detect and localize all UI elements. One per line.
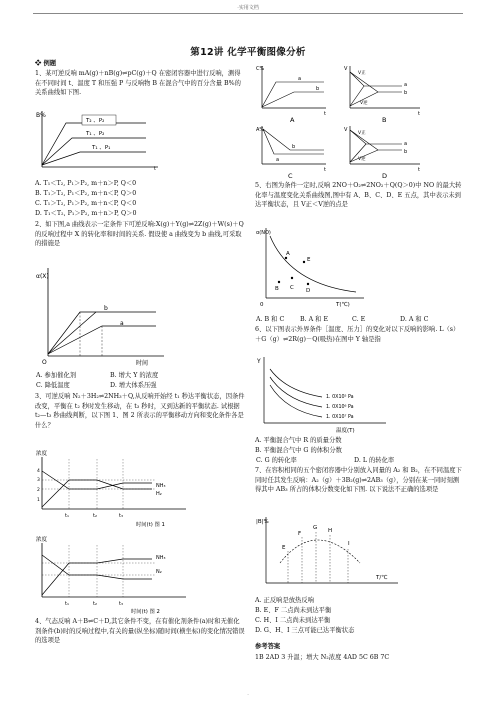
q2-curve-label-b: b [104, 305, 108, 312]
q3-fig1-tick-3: 3 [37, 478, 40, 483]
q3-fig1-xtick-1: t₁ [65, 513, 69, 519]
q5-curve [270, 236, 356, 292]
q4-b-curve-a: a [404, 82, 408, 88]
q5-point-d: D [306, 288, 311, 294]
q3-fig1-xtick-3: t₃ [119, 513, 123, 519]
page-header: ·实用文档 [237, 5, 259, 11]
q6-figure [256, 353, 396, 435]
q3-fig2-xtick-1: t₁ [65, 601, 69, 607]
q3-fig1-ylabel: 浓度 [36, 451, 48, 457]
q2-figure [36, 264, 168, 368]
q7-point-e: E [282, 545, 286, 551]
q3-fig2-xtick-2: t₂ [93, 601, 97, 607]
q6-option-a: A. 平衡混合气中 R 的质量分数 [255, 437, 342, 444]
q5-option-b: B. A 和 E [300, 316, 329, 323]
q6-option-d: D. L 的转化率 [354, 457, 395, 464]
q5-option-a: A. B 和 C [256, 316, 285, 323]
q3-fig1-series-h2: H₂ [156, 491, 162, 497]
example-heading: ❖ 例题 [35, 60, 57, 67]
q3-figure-1 [36, 447, 196, 535]
q1-curve-label-2: T₁ 、P₂ [86, 131, 105, 137]
q5-point-b: B [275, 286, 279, 292]
q4-b-label: B [382, 116, 387, 124]
q1-xlabel: t [154, 166, 156, 171]
q5-point-e: E [307, 257, 311, 263]
q6-ylabel: Y [257, 358, 261, 365]
q2-origin: O [42, 359, 47, 366]
q1-option-a: A. T₁＜T₂, P₁＞P₂, m＋n＞P, Q＜0 [35, 180, 137, 187]
q4-c-xlabel: t [324, 167, 326, 173]
q3-fig2-ylabel: 浓度 [36, 537, 48, 543]
q7-ylabel: |B|% [256, 519, 269, 525]
q5-figure [256, 222, 376, 312]
q3-fig2-series-nh3: NH₃ [156, 555, 166, 561]
q4-b-xlabel: t [418, 111, 420, 117]
q6-text: 6、以下图表示外界条件［温度、压力］的变化对以下反响的影响. L（s）＋G（g）⇌2R(g)－Q(吸热)在图中 Y 轴是指 [255, 326, 460, 343]
q4-b-curve-b: b [404, 90, 408, 96]
q1-curve-3 [42, 152, 146, 165]
q4-a-curve-b: b [316, 86, 320, 92]
q1-curve-1 [42, 123, 146, 165]
q4-b-curve-vz: V正 [358, 71, 366, 76]
q6-option-c: C. G 的转化率 [256, 457, 297, 464]
q6-curve-label-2: 1. 0X10⁶ Pa [326, 405, 354, 410]
q1-curve-label-1: T₂ 、P₂ [86, 118, 105, 124]
q7-point-h: H [328, 528, 333, 534]
q3-fig2-series-n2: N₂ [156, 569, 162, 575]
q4-a-xlabel: t [324, 111, 326, 117]
q1-curve-label-3: T₁ 、P₁ [92, 145, 111, 151]
q4-b-ylabel: V [344, 66, 348, 72]
answers-heading: 参考答案 [255, 643, 281, 650]
q7-xlabel: T/℃ [376, 575, 388, 581]
q4-d-xlabel: t [418, 167, 420, 173]
q3-fig1-xtick-2: t₂ [93, 513, 97, 519]
q7-figure [256, 513, 406, 593]
q7-option-c: C. H、I 二点尚未到达平衡 [255, 617, 331, 624]
q3-fig2-xlabel: 时间(t) 图 2 [131, 609, 160, 615]
q7-option-b: B. E、F 二点尚未到达平衡 [255, 607, 332, 614]
q5-option-c: C. E [352, 316, 366, 323]
q1-figure [36, 107, 161, 171]
q1-curve-2 [42, 138, 146, 165]
q5-point-c: C [290, 285, 294, 291]
q4-c-ylabel: A% [256, 127, 265, 133]
q4-a-curve-a: a [298, 76, 302, 82]
q3-text: 3、可逆反响 N₂＋3H₂⇌2NH₃＋Q,从反响开始经 t₁ 秒达平衡状态，因条件改变，平衡在 t₂ 秒时发生移动，在 t₃ 秒时，又到达新的平衡状态. 试根据 t₂—t₃ 秒曲线判断，以下图 1、图 2 所表示的平衡移动方向和变化条件各是什么？ [35, 393, 245, 429]
q2-option-a: A. 参加催化剂 [36, 372, 77, 379]
q4-c-curve-b: b [292, 144, 296, 150]
q6-option-b: B. 平衡混合气中 G 的体积分数 [255, 447, 342, 454]
q7-option-a: A. 正反响是放热反响 [255, 597, 314, 604]
q4-c-label: C [288, 172, 293, 180]
q7-option-d: D. G、H、I 三点可能已达平衡状态 [255, 627, 355, 634]
q6-curve-label-1: 1. 0X10⁵ Pa [326, 395, 354, 400]
q5-point-a: A [286, 251, 290, 257]
q2-option-b: B. 增大 Y 的浓度 [110, 372, 159, 379]
q5-text: 5、右图为条件一定时,反响 2NO＋O₂⇌2NO₂＋Q(Q＞0)中 NO 的最大转化率与温度变化关系曲线图,图中有 A、B、C、D、E 五点，其中表示未到达平衡状态，且 V正＜V逆的点是 [255, 182, 462, 209]
q3-fig1-tick-4: 4 [37, 469, 40, 474]
q4-d-curve-vn: V逆 [358, 157, 366, 162]
q1-option-c: C. T₁＞T₂, P₁＞P₂, m＋n＜P, Q＜0 [35, 200, 137, 207]
q2-option-d: D. 增大体系压强 [110, 382, 157, 389]
q1-option-d: D. T₁＜T₂, P₁＞P₂, m＋n＞P, Q＞0 [35, 210, 137, 217]
q6-curve-2 [270, 377, 322, 407]
header-divider [33, 13, 463, 14]
q2-ylabel: α(X) [36, 273, 49, 280]
q4-d-label: D [382, 172, 388, 180]
q2-xlabel: 时间 [136, 360, 149, 367]
q7-text: 7、在容积相同的五个密闭容器中分别放入同量的 A₂ 和 B₂，在不同温度下同时任其发生反响：A₂（g）＋3B₂(g)⇌2AB₃（g），分别在某一同时刻测得其中 AB₃ 所占的体积分数变化如下图. 以下说法不正确的选项是 [255, 467, 462, 494]
q2-text: 2、如下图,a 曲线表示一定条件下可逆反响:X(g)＋Y(g)⇌2Z(g)＋W(s)＋Q 的反响过程中 X 的转化率和时间的关系. 假设使 a 曲线变为 b 曲线,可采取的措施是 [35, 221, 244, 248]
q2-curve-label-a: a [120, 320, 124, 327]
q4-b-curve-vn: V逆 [360, 101, 368, 106]
q3-figure-2 [36, 533, 196, 615]
page-footer: · [247, 692, 249, 698]
q5-option-d: D. A 和 C [400, 316, 429, 323]
q5-ylabel: α(NO) [256, 230, 271, 236]
q1-option-b: B. T₁＞T₂, P₁＜P₂, m＋n＜P, Q＞0 [35, 190, 137, 197]
q2-option-c: C. 降低温度 [36, 382, 70, 389]
q4-a-label: A [290, 116, 295, 124]
page-title: 第12讲 化学平衡图像分析 [190, 47, 306, 58]
q3-fig1-series-nh3: NH₃ [156, 483, 166, 489]
q6-xlabel: 温度(T) [336, 428, 355, 434]
q7-point-i: I [348, 541, 350, 547]
q4-d-curve-vz: V正 [358, 131, 366, 136]
q4-d-curve-a: a [404, 141, 408, 147]
q4-text: 4、气态反响 A＋B⇌C＋D,其它条件不变，在有催化剂条件(a)时和无催化剂条件(b)时的反响过程中,有关的量(纵坐标)随时间(横坐标)的变化情况错误的选项是 [35, 618, 245, 645]
q4-a-ylabel: C% [256, 66, 265, 72]
q3-fig1-xlabel: 时间(t) 图 1 [136, 522, 165, 528]
q7-point-g: G [313, 525, 318, 531]
q1-text: 1、某可逆反响 mA(g)＋nB(g)⇌pC(g)＋Q 在密闭容器中进行反响，测得在不同时间 t、温度 T 和压强 P 与反响物 B 在混合气中的百分含量 B%的关系曲线如下图. [35, 70, 241, 97]
q3-fig1-tick-2: 2 [37, 488, 40, 493]
q3-fig1-tick-1: 1 [37, 498, 40, 503]
q6-curve-label-3: 1. 0X10⁷ Pa [326, 415, 354, 420]
q4-d-curve-b: b [404, 149, 408, 155]
answers-text: 1B 2AD 3 升温；增大 N₂浓度 4AD 5C 6B 7C [255, 654, 390, 661]
q5-xlabel: T(℃) [336, 302, 350, 308]
q7-point-f: F [298, 531, 302, 537]
q4-d-ylabel: V [344, 127, 348, 133]
q5-origin: 0 [260, 302, 264, 308]
q4-c-curve-a: a [276, 157, 280, 163]
q6-curve-1 [270, 369, 322, 397]
q3-fig2-xtick-3: t₃ [119, 601, 123, 607]
q4-graph-b [342, 60, 454, 124]
q1-ylabel: B% [36, 112, 46, 119]
q4-graph-d [342, 124, 454, 180]
